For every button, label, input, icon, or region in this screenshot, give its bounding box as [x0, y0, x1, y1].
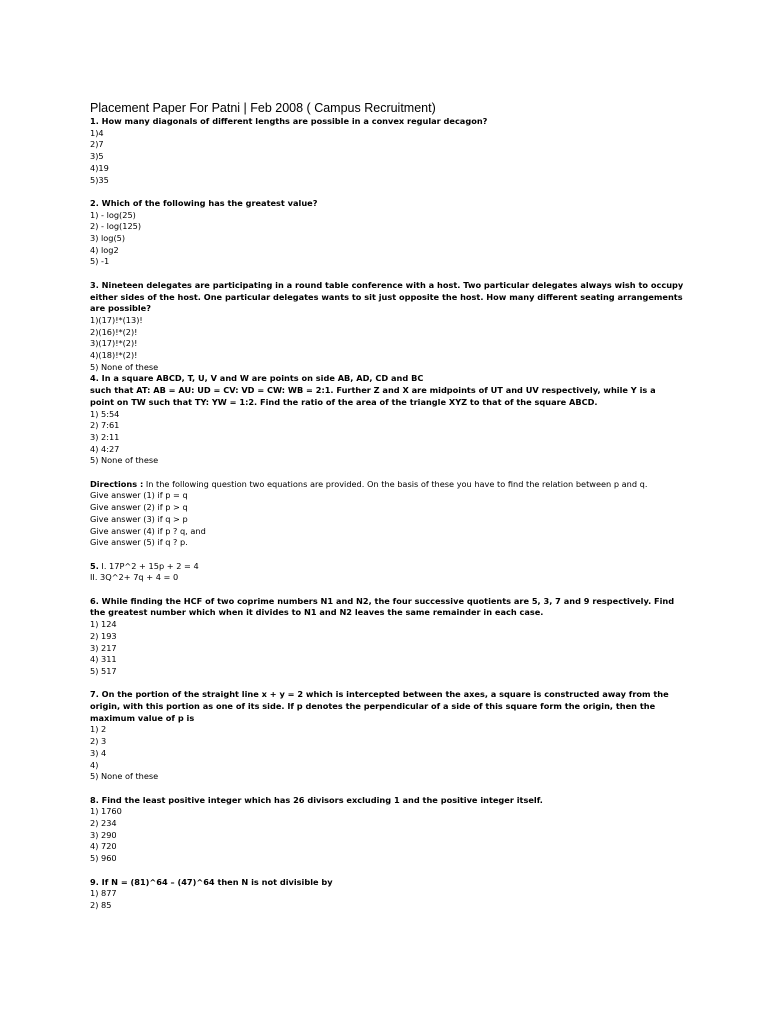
question-3 — [90, 280, 690, 374]
option: 1) 1760 — [90, 806, 122, 817]
question-4-text-line: 4. In a square ABCD, T, U, V and W are points on side AB, AD, CD and BC — [90, 373, 424, 384]
option: 4) log2 — [90, 244, 119, 255]
option: 4) — [90, 759, 99, 770]
question-3-text-line: either sides of the host. One particular delegates wants to sit just opposite the host. How many different seating arrangements — [90, 291, 683, 302]
directions-line — [90, 479, 690, 491]
directions-rule: Give answer (2) if p > q — [90, 502, 188, 513]
option: 2)(16)!*(2)! — [90, 326, 138, 337]
option: 5) None of these — [90, 455, 159, 466]
question-4-text-line: such that AT: AB = AU: UD = CV: VD = CW: WB = 2:1. Further Z and X are midpoints of UT and UV respectively, while Y is a — [90, 385, 656, 396]
question-1 — [90, 116, 690, 186]
option: 1)4 — [90, 127, 104, 138]
option: 2) 193 — [90, 630, 117, 641]
page-title: Placement Paper For Patni | Feb 2008 ( Campus Recruitment) — [90, 101, 436, 115]
option: 2)7 — [90, 139, 104, 150]
question-3-text-line: 3. Nineteen delegates are participating in a round table conference with a host. Two particular delegates always wish to occupy — [90, 279, 684, 290]
option: 2) 85 — [90, 899, 112, 910]
option: 3) 290 — [90, 829, 117, 840]
directions-rule: Give answer (3) if q > p — [90, 513, 188, 524]
question-5-number: 5. — [90, 560, 99, 571]
question-8 — [90, 795, 690, 865]
option: 1)(17)!*(13)! — [90, 314, 143, 325]
option: 3) log(5) — [90, 233, 126, 244]
option: 3) 2:11 — [90, 431, 120, 442]
question-2 — [90, 198, 690, 268]
option: 4) 720 — [90, 841, 117, 852]
option: 3)5 — [90, 151, 104, 162]
option: 2) - log(125) — [90, 221, 142, 232]
option: 5) 517 — [90, 665, 117, 676]
question-5-equation-1: I. 17P^2 + 15p + 2 = 4 — [98, 560, 199, 571]
question-7-text-line: origin, with this portion as one of its side. If p denotes the perpendicular of a side of this square form the origin, then the — [90, 701, 656, 712]
option: 4)(18)!*(2)! — [90, 350, 138, 361]
directions-rule: Give answer (1) if p = q — [90, 490, 188, 501]
question-4-text-line: point on TW such that TY: YW = 1:2. Find the ratio of the area of the triangle XYZ to that of the square ABCD. — [90, 396, 598, 407]
directions-label: Directions : — [90, 478, 144, 489]
question-5-equation-2: II. 3Q^2+ 7q + 4 = 0 — [90, 572, 179, 583]
option: 5) None of these — [90, 771, 159, 782]
option: 1) 5:54 — [90, 408, 120, 419]
option: 4) 4:27 — [90, 443, 120, 454]
question-6-text-line: 6. While finding the HCF of two coprime numbers N1 and N2, the four successive quotients are 5, 3, 7 and 9 respectively. Find — [90, 595, 675, 606]
option: 4) 311 — [90, 654, 117, 665]
option: 5) -1 — [90, 256, 110, 267]
question-1-text: 1. How many diagonals of different lengths are possible in a convex regular decagon? — [90, 116, 488, 126]
option: 5) 960 — [90, 853, 117, 864]
option: 5)35 — [90, 174, 109, 185]
question-3-text-line: are possible? — [90, 303, 151, 314]
question-6 — [90, 596, 690, 678]
question-6-text-line: the greatest number which when it divides to N1 and N2 leaves the same remainder in each case. — [90, 607, 544, 618]
question-5 — [90, 561, 690, 584]
option: 2) 3 — [90, 736, 107, 747]
directions-block — [90, 479, 690, 549]
question-9-text: 9. If N = (81)^64 – (47)^64 then N is not divisible by — [90, 876, 333, 887]
option: 3) 217 — [90, 642, 117, 653]
option: 1) 124 — [90, 619, 117, 630]
directions-text: In the following question two equations are provided. On the basis of these you have to find the relation between p and q. — [143, 478, 648, 489]
document-page — [90, 100, 690, 912]
question-8-text: 8. Find the least positive integer which has 26 divisors excluding 1 and the positive integer itself. — [90, 794, 543, 805]
option: 5) None of these — [90, 361, 159, 372]
question-9 — [90, 877, 690, 912]
option: 4)19 — [90, 162, 109, 173]
option: 1) 877 — [90, 888, 117, 899]
question-7-text-line: 7. On the portion of the straight line x + y = 2 which is intercepted between the axes, a square is constructed away from the — [90, 689, 669, 700]
directions-rule: Give answer (5) if q ? p. — [90, 537, 188, 548]
question-2-text: 2. Which of the following has the greatest value? — [90, 197, 318, 208]
option: 1) - log(25) — [90, 209, 136, 220]
option: 1) 2 — [90, 724, 107, 735]
question-5-line — [90, 561, 690, 573]
option: 3)(17)!*(2)! — [90, 338, 138, 349]
option: 2) 234 — [90, 818, 117, 829]
option: 3) 4 — [90, 747, 107, 758]
question-7 — [90, 689, 690, 783]
directions-rule: Give answer (4) if p ? q, and — [90, 525, 206, 536]
question-7-text-line: maximum value of p is — [90, 712, 195, 723]
question-4 — [90, 373, 690, 467]
option: 2) 7:61 — [90, 420, 120, 431]
